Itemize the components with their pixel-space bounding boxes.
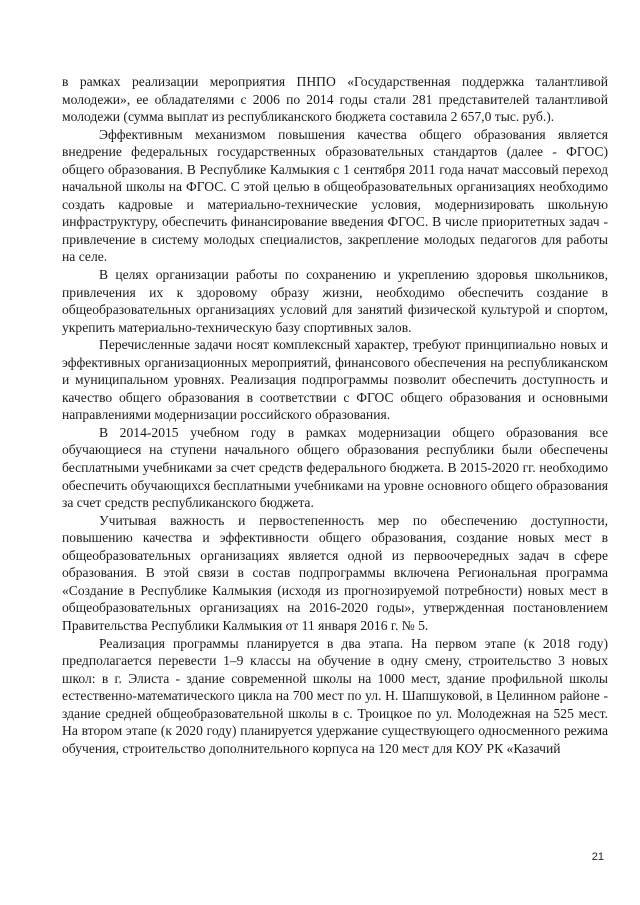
paragraph-3: В целях организации работы по сохранению и укреплению здоровья школьников, привлечения их к здоровому образу жизни, необходимо обеспечить создание в общеобразовательных организациях условий для занятий физической культурой и спортом, укрепить материально-техническую базу спортивных залов. xyxy=(62,267,608,335)
document-body xyxy=(62,73,608,757)
paragraph-4: Перечисленные задачи носят комплексный характер, требуют принципиально новых и эффективных организационных мероприятий, финансового обеспечения на республиканском и муниципальном уровнях. Реализация подпрограммы позволит обеспечить доступность и качество общего образования в соответствии с ФГОС общего образования и основными направлениями модернизации российского образования. xyxy=(62,337,608,423)
paragraph-5: В 2014-2015 учебном году в рамках модернизации общего образования все обучающиеся на ступени начального общего образования республики были обеспечены бесплатными учебниками за счет средств федерального бюджета. В 2015-2020 гг. необходимо обеспечить обучающихся бесплатными учебниками на уровне основного общего образования за счет средств республиканского бюджета. xyxy=(62,424,608,511)
page-number: 21 xyxy=(591,851,604,863)
paragraph-6: Учитывая важность и первостепенность мер по обеспечению доступности, повышению качества и эффективности общего образования, создание новых мест в общеобразовательных организациях является одной из первоочередных задач в сфере образования. В этой связи в состав подпрограммы включена Региональная программа «Создание в Республике Калмыкия (исходя из прогнозируемой потребности) новых мест в общеобразовательных организациях на 2016-2020 годы», утвержденная постановлением Правительства Республики Калмыкия от 11 января 2016 г. № 5. xyxy=(62,512,608,633)
paragraph-2: Эффективным механизмом повышения качества общего образования является внедрение федеральных государственных образовательных стандартов (далее - ФГОС) общего образования. В Республике Калмыкия с 1 сентября 2011 года начат массовый переход начальной школы на ФГОС. С этой целью в общеобразовательных организациях необходимо создать кадровые и материально-технические условия, модернизировать школьную инфраструктуру, обеспечить финансирование введения ФГОС. В числе приоритетных задач - привлечение в систему молодых специалистов, закрепление молодых педагогов для работы на селе. xyxy=(62,126,608,265)
paragraph-7: Реализация программы планируется в два этапа. На первом этапе (к 2018 году) предполагается перевести 1–9 классы на обучение в одну смену, строительство 3 новых школ: в г. Элиста - здание современной школы на 1000 мест, здание профильной школы естественно-математического цикла на 700 мест по ул. Н. Шапшуковой, в Целинном районе - здание средней общеобразовательной школы в с. Троицкое по ул. Молодежная на 525 мест. На втором этапе (к 2020 году) планируется удержание существующего односменного режима обучения, строительство дополнительного корпуса на 120 мест для КОУ РК «Казачий xyxy=(62,635,608,756)
paragraph-1: в рамках реализации мероприятия ПНПО «Государственная поддержка талантливой молодежи», ее обладателями с 2006 по 2014 годы стали 281 представителей талантливой молодежи (сумма выплат из республиканского бюджета составила 2 657,0 тыс. руб.). xyxy=(62,74,608,125)
